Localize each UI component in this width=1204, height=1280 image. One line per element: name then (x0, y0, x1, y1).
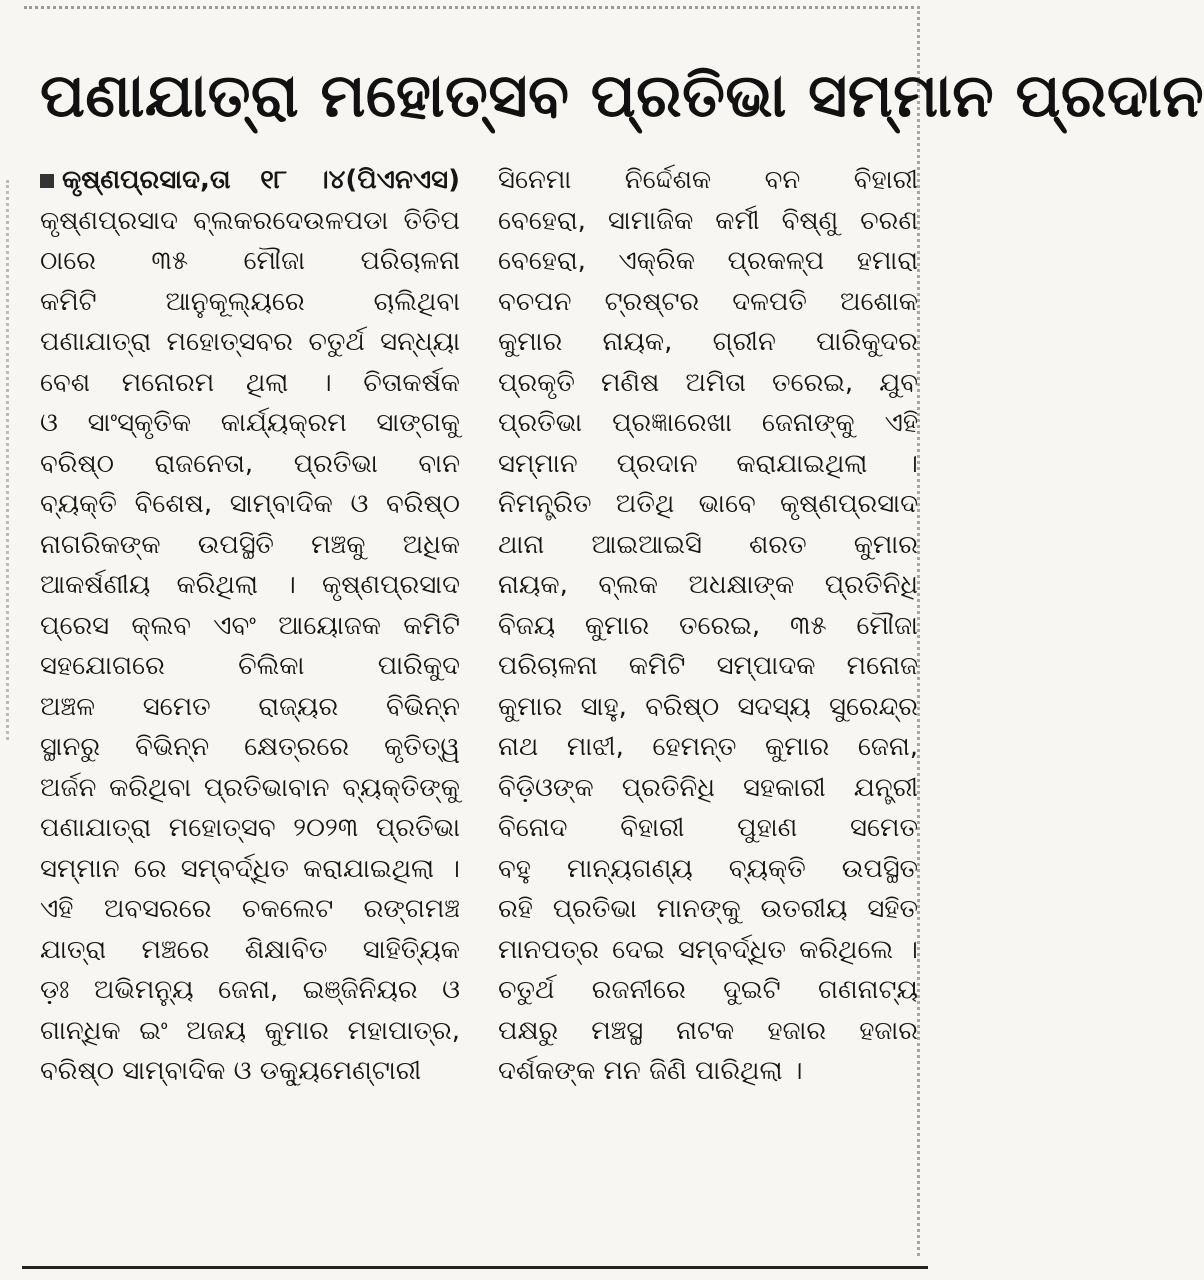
article-line: ବହୁ ମାନ୍ୟଗଣ୍ୟ ବ୍ୟକ୍ତି ଉପସ୍ଥିତ (498, 853, 918, 884)
article-headline: ପଣାଯାତ୍ରା ମହୋତ୍ସବ ପ୍ରତିଭା ସମ୍ମାନ ପ୍ରଦାନ (40, 61, 1204, 131)
article-line: ଅର୍ଜନ କରିଥିବା ପ୍ରତିଭାବାନ ବ୍ୟକ୍ତିଙ୍କୁ (40, 772, 460, 803)
article-line: ଓ ସାଂସ୍କୃତିକ କାର୍ଯ୍ୟକ୍ରମ ସାଙ୍ଗକୁ (40, 408, 460, 438)
article-line: ପଣାଯାତ୍ରା ମହୋତ୍ସବର ଚତୁର୍ଥ ସନ୍ଧ୍ୟା (40, 327, 460, 357)
article-line: ନାଥ ମାଝୀ, ହେମନ୍ତ କୁମାର ଜେନା, (498, 732, 918, 762)
article-line: ରହି ପ୍ରତିଭା ମାନଙ୍କୁ ଉତରୀୟ ସହିତ (498, 894, 918, 924)
article-line: ଯାତ୍ରା ମଞ୍ଚରେ ଶିକ୍ଷାବିତ ସାହିତ୍ୟିକ (40, 934, 460, 965)
article-column-right (498, 160, 918, 1092)
article-line: ଅଞ୍ଚଳ ସମେତ ରାଜ୍ୟର ବିଭିନ୍ନ (40, 691, 460, 722)
dateline-square-icon (40, 174, 54, 188)
article-line: କୁମାର ନାୟକ, ଗ୍ରୀନ ପାରିକୁଦର (498, 327, 918, 357)
article-line: ନାୟକ, ବ୍ଲକ ଅଧକ୍ଷାଙ୍କ ପ୍ରତିନିଧି (498, 570, 918, 600)
article-line: ବେଶ ମନୋରମ ଥିଲା । ଚିତାକର୍ଷକ (40, 367, 460, 398)
article-line: ସ୍ଥାନରୁ ବିଭିନ୍ନ କ୍ଷେତ୍ରରେ କୃତିତ୍ୱ (40, 732, 460, 762)
article-body (40, 160, 918, 1250)
article-line: ପ୍ରେସ କ୍ଲବ ଏବଂ ଆୟୋଜକ କମିଟି (40, 610, 460, 641)
article-line: ନିମନ୍ତ୍ରିତ ଅତିଥି ଭାବେ କୃଷ୍ଣପ୍ରସାଦ (498, 489, 918, 519)
dotted-border-top (24, 6, 914, 9)
article-line: ସିନେମା ନିର୍ଦ୍ଦେଶକ ବନ ବିହାରୀ (498, 165, 918, 195)
article-line: ପ୍ରକୃତି ମଣିଷ ଅମିତା ତରେଇ, ଯୁବ (498, 367, 918, 398)
article-line: ବିଡ଼ିଓଙ୍କ ପ୍ରତିନିଧି ସହକାରୀ ଯନ୍ତ୍ରୀ (498, 772, 918, 803)
article-line: ଆକର୍ଷଣୀୟ କରିଥିଲା । କୃଷ୍ଣପ୍ରସାଦ (40, 570, 460, 600)
article-line: ନାଗରିକଙ୍କ ଉପସ୍ଥିତି ମଞ୍ଚକୁ ଅଧିକ (40, 529, 460, 560)
article-line: ବ୍ୟକ୍ତି ବିଶେଷ, ସାମ୍ବାଦିକ ଓ ବରିଷ୍ଠ (40, 489, 460, 519)
article-line: କମିଟି ଆନୁକୂଲ୍ୟରେ ଚାଲିଥିବା (40, 286, 460, 317)
article-line: ବେହେରା, ଏକ୍ରିକ ପ୍ରକଳ୍ପ ହମାରା (498, 246, 918, 276)
article-line: ଚତୁର୍ଥ ରଜନୀରେ ଦୁଇଟି ଗଣନାଟ୍ୟ (498, 975, 918, 1005)
bottom-divider (22, 1266, 928, 1269)
article-line: ଗାନ୍ଧିକ ଇଂ ଅଜୟ କୁମାର ମହାପାତ୍ର, (40, 1015, 460, 1046)
article-line: ଥାନା ଆଇଆଇସି ଶରତ କୁମାର (498, 529, 918, 560)
article-line: ବରିଷ୍ଠ ସାମ୍ବାଦିକ ଓ ଡକ୍ୟୁମେଣ୍ଟାରୀ (40, 1056, 422, 1086)
article-line: ସହଯୋଗରେ ଚିଲିକା ପାରିକୁଦ (40, 651, 460, 681)
article-line: ଏହି ଅବସରରେ ଚକଲେଟ ରଙ୍ଗମଞ୍ଚ (40, 894, 460, 924)
article-line: ଠାରେ ୩୫ ମୌଜା ପରିଚାଳନା (40, 246, 460, 276)
article-line: ବିଜୟ କୁମାର ତରେଇ, ୩୫ ମୌଜା (498, 610, 918, 641)
article-line: ବରିଷ୍ଠ ରାଜନେତା, ପ୍ରତିଭା ବାନ (40, 448, 460, 479)
dateline-text: କୃଷ୍ଣପ୍ରସାଦ,ତା ୧୮ ।୪(ପିଏନଏସ) (62, 165, 460, 195)
article-dateline (40, 160, 460, 201)
article-line: ବଚପନ ଟ୍ରଷ୍ଟର ଦଳପତି ଅଶୋକ (498, 286, 918, 317)
article-line: ପଣାଯାତ୍ରା ମହୋତ୍ସବ ୨୦୨୩ ପ୍ରତିଭା (40, 813, 460, 843)
article-line: କୃଷ୍ଣପ୍ରସାଦ ବ୍ଲକରଦେଉଳପଡା ତିତିପ (40, 205, 460, 236)
article-line: କୁମାର ସାହୁ, ବରିଷ୍ଠ ସଦସ୍ୟ ସୁରେନ୍ଦ୍ର (498, 691, 918, 722)
article-line: ପ୍ରତିଭା ପ୍ରଜ୍ଞାରେଖା ଜେନାଙ୍କୁ ଏହି (498, 408, 918, 438)
article-line: ପରିଚାଳନା କମିଟି ସମ୍ପାଦକ ମନୋଜ (498, 651, 918, 681)
article-line: ଦର୍ଶକଙ୍କ ମନ ଜିଣି ପାରିଥିଲା । (498, 1056, 803, 1086)
article-line: ସମ୍ମାନ ପ୍ରଦାନ କରାଯାଇଥିଲା । (498, 448, 918, 479)
dotted-border-left (6, 180, 9, 740)
article-line: ଡ଼ଃ ଅଭିମନ୍ୟୁ ଜେନା, ଇଞ୍ଜିନିୟର ଓ (40, 975, 460, 1005)
article-line: ସମ୍ମାନ ରେ ସମ୍ବର୍ଦ୍ଧିତ କରାଯାଇଥିଲା । (40, 853, 460, 884)
article-line: ପକ୍ଷରୁ ମଞ୍ଚସ୍ଥ ନାଟକ ହଜାର ହଜାର (498, 1015, 918, 1046)
article-column-left (40, 160, 460, 1092)
article-line: ମାନପତ୍ର ଦେଇ ସମ୍ବର୍ଦ୍ଧିତ କରିଥିଲେ । (498, 934, 918, 965)
article-line: ବିନୋଦ ବିହାରୀ ପୁହାଣ ସମେତ (498, 813, 918, 843)
article-line: ବେହେରା, ସାମାଜିକ କର୍ମୀ ବିଷ୍ଣୁ ଚରଣ (498, 205, 918, 236)
